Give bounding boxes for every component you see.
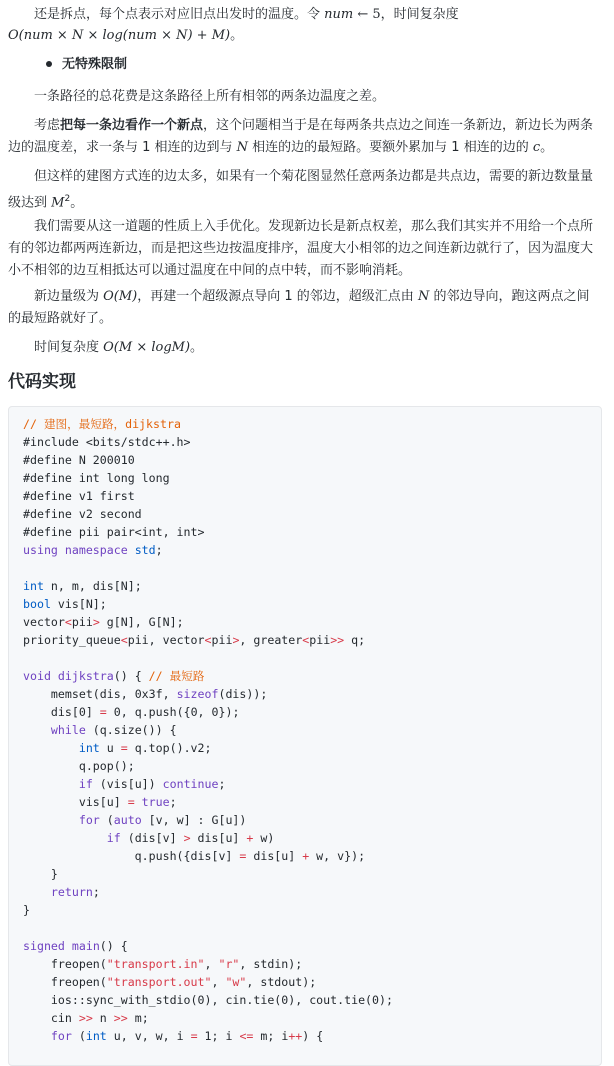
code-line: int u = q.top().v2; <box>78 741 212 755</box>
paragraph-optimization: 我们需要从这一道题的性质上入手优化。发现新边长是新点权差，那么我们其实并不用给一个点所有的邻边都两两连新边，而是把这些边按温度排序，温度大小相邻的边之间连新边就行了，因为温度大小不相邻的边互相抵达可以通过温度在中间的点中转，而不影响消耗。 <box>8 219 594 278</box>
bullet-dot-icon <box>46 61 52 67</box>
code-line: #define v1 first <box>23 489 135 503</box>
code-listing <box>23 415 393 1045</box>
code-line: bool vis[N]; <box>23 597 107 611</box>
code-block[interactable] <box>8 406 602 1066</box>
code-line: void dijkstra() { // 最短路 <box>23 669 205 683</box>
code-line: } <box>23 867 58 881</box>
paragraph-path-cost: 一条路径的总花费是这条路径上所有相邻的两条边温度之差。 <box>34 89 386 104</box>
code-line <box>23 919 393 937</box>
code-line: freopen("transport.in", "r", stdin); <box>23 957 303 971</box>
paragraph-complexity-1: 还是拆点，每个点表示对应旧点出发时的温度。令 num ← 5，时间复杂度 <box>34 7 459 22</box>
code-line: return; <box>50 885 100 899</box>
code-line: ios::sync_with_stdio(0), cin.tie(0), cout.tie(0); <box>23 993 393 1007</box>
code-line: while (q.size()) { <box>50 723 177 737</box>
code-line: } <box>23 903 30 917</box>
paragraph-edge-as-node: 考虑把每一条边看作一个新点，这个问题相当于是在每两条共点边之间连一条新边，新边长为两条边的温度差，求一条与 1 相连的边到与 N 相连的边的最短路。要额外累加与 1 相连的边的 c。 <box>8 118 594 155</box>
code-line: #define int long long <box>23 471 170 485</box>
code-line: priority_queue<pii, vector<pii>, greater<pii>> q; <box>23 633 366 647</box>
code-line: if (vis[u]) continue; <box>78 777 226 791</box>
code-line: #include <bits/stdc++.h> <box>23 435 191 449</box>
paragraph-final-complexity: 时间复杂度 O(M × logM)。 <box>34 340 204 355</box>
code-line <box>23 649 393 667</box>
code-line: #define v2 second <box>23 507 142 521</box>
code-line: #define N 200010 <box>23 453 135 467</box>
code-line: using namespace std; <box>23 543 163 557</box>
code-line: q.push({dis[v] = dis[u] + w, v}); <box>23 849 366 863</box>
code-line: freopen("transport.out", "w", stdout); <box>23 975 317 989</box>
paragraph-too-many-edges: 但这样的建图方式连的边太多，如果有一个菊花图显然任意两条边都是共点边，需要的新边数量量级达到 $M^2$。 <box>8 169 594 211</box>
code-line: vis[u] = true; <box>23 795 177 809</box>
code-line: int n, m, dis[N]; <box>23 579 142 593</box>
code-line: if (dis[v] > dis[u] + w) <box>106 831 275 845</box>
code-line: dis[0] = 0, q.push({0, 0}); <box>23 705 240 719</box>
code-line: #define pii pair<int, int> <box>23 525 205 539</box>
code-line: // 建图，最短路，dijkstra <box>23 417 181 431</box>
paragraph-complexity-expr: O(num × N × log(num × N) + M)。 <box>8 28 244 43</box>
bullet-no-restriction: 无特殊限制 <box>46 54 127 76</box>
code-line: for (int u, v, w, i = 1; i <= m; i++) { <box>50 1029 324 1043</box>
section-title-code: 代码实现 <box>8 372 76 392</box>
paragraph-super-source: 新边量级为 O(M)，再建一个超级源点导向 1 的邻边，超级汇点由 N 的邻边导向，跑这两点之间的最短路就好了。 <box>8 289 590 326</box>
code-line: signed main() { <box>23 939 128 953</box>
code-line: q.pop(); <box>23 759 135 773</box>
code-line: cin >> n >> m; <box>23 1011 149 1025</box>
code-line: for (auto [v, w] : G[u]) <box>78 813 247 827</box>
code-line <box>23 559 393 577</box>
code-line: memset(dis, 0x3f, sizeof(dis)); <box>23 687 268 701</box>
code-line: vector<pii> g[N], G[N]; <box>23 615 184 629</box>
